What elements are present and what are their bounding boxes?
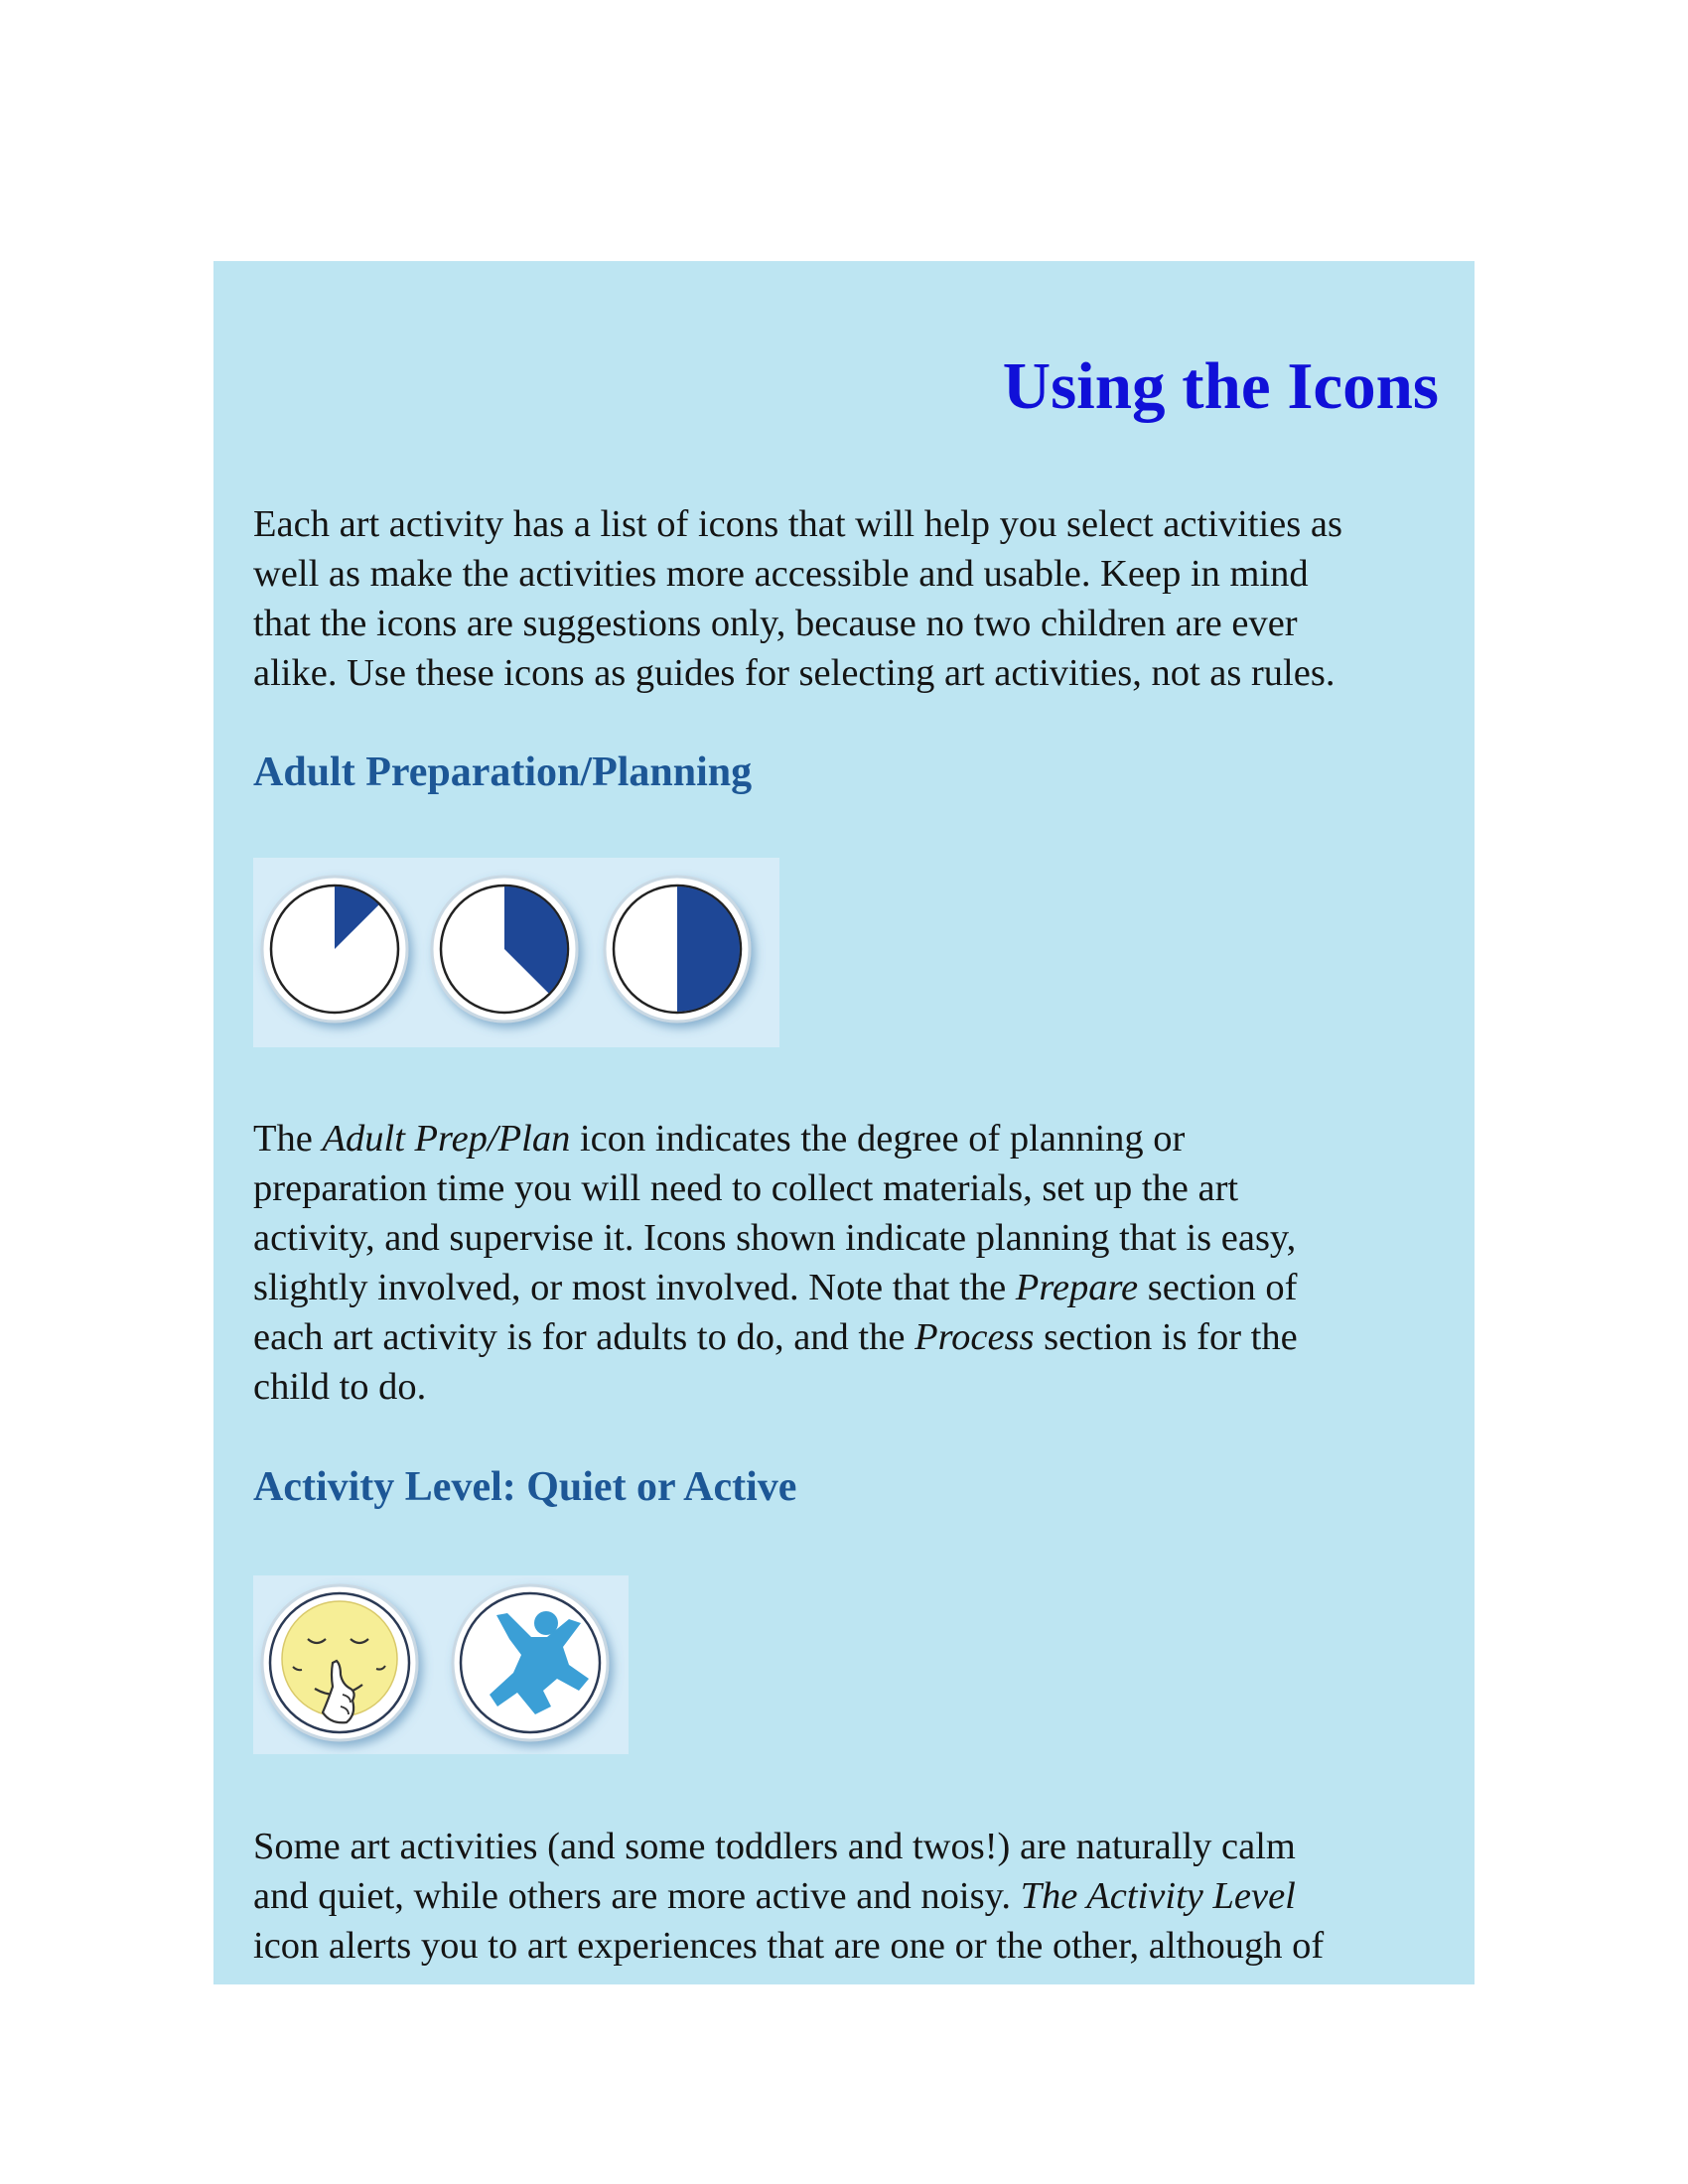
clock-most-involved-icon	[605, 877, 750, 1022]
prep-line: preparation time you will need to collect materials, set up the art	[253, 1167, 1239, 1209]
activity-icons-strip	[253, 1575, 629, 1754]
prep-line: The Adult Prep/Plan icon indicates the degree of planning or	[253, 1118, 1186, 1160]
intro-line: alike. Use these icons as guides for selecting art activities, not as rules.	[253, 652, 1336, 694]
quiet-face-icon	[262, 1585, 417, 1740]
activity-line: and quiet, while others are more active and noisy. The Activity Level	[253, 1875, 1296, 1917]
active-child-icon	[453, 1585, 608, 1740]
prep-icons-strip	[253, 858, 779, 1047]
prep-line: activity, and supervise it. Icons shown indicate planning that is easy,	[253, 1217, 1297, 1259]
intro-line: Each art activity has a list of icons that will help you select activities as	[253, 503, 1342, 545]
activity-line: Some art activities (and some toddlers and twos!) are naturally calm	[253, 1826, 1296, 1867]
activity-heading: Activity Level: Quiet or Active	[253, 1464, 797, 1510]
prep-line: each art activity is for adults to do, and the Process section is for the	[253, 1316, 1298, 1358]
intro-line: that the icons are suggestions only, because no two children are ever	[253, 603, 1298, 644]
intro-line: well as make the activities more accessible and usable. Keep in mind	[253, 553, 1309, 595]
page-title: Using the Icons	[1002, 349, 1439, 423]
clock-slightly-involved-icon	[432, 877, 577, 1022]
clock-easy-icon	[262, 877, 407, 1022]
activity-line: icon alerts you to art experiences that are one or the other, although of	[253, 1925, 1325, 1967]
content-panel	[213, 261, 1475, 1984]
prep-heading: Adult Preparation/Planning	[253, 750, 753, 795]
activity-paragraph	[253, 1822, 1324, 1971]
prep-line: slightly involved, or most involved. Note that the Prepare section of	[253, 1267, 1298, 1308]
intro-paragraph	[253, 499, 1342, 698]
prep-paragraph	[253, 1114, 1298, 1412]
prep-line: child to do.	[253, 1366, 427, 1408]
